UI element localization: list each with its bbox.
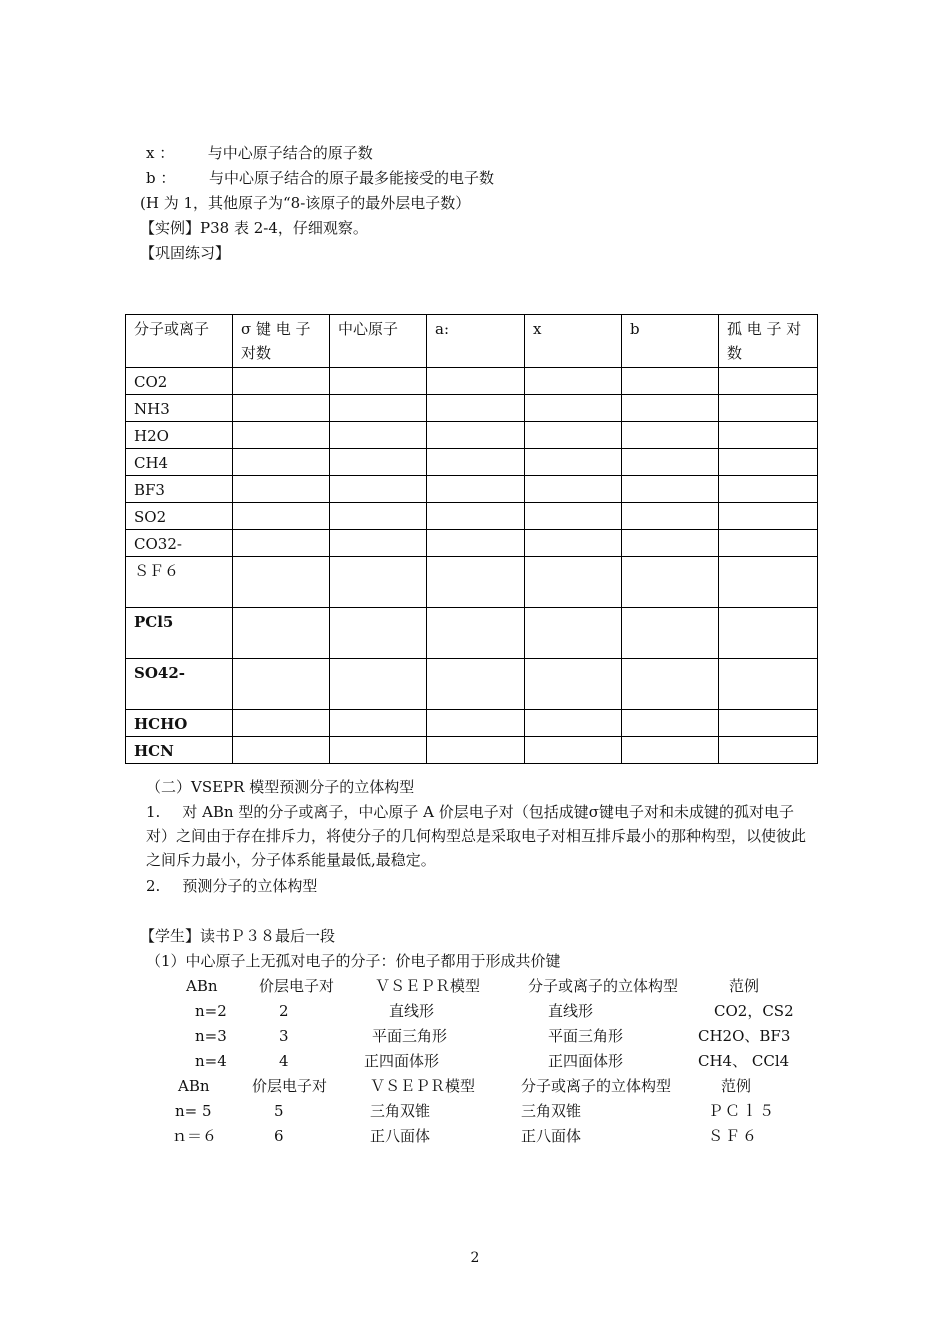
vsepr-cell: n= 5 bbox=[175, 1102, 212, 1120]
empty-cell bbox=[330, 476, 427, 503]
h-note: (H 为 1，其他原子为“8-该原子的最外层电子数） bbox=[140, 194, 471, 212]
paragraph-1-number: 1. bbox=[146, 803, 161, 821]
empty-cell bbox=[427, 449, 525, 476]
empty-cell bbox=[525, 710, 622, 737]
header-cell: a: bbox=[427, 315, 525, 368]
empty-cell bbox=[525, 476, 622, 503]
empty-cell bbox=[233, 395, 330, 422]
empty-cell bbox=[622, 476, 719, 503]
vsepr-header-model: ＶＳＥＰＲ模型 bbox=[375, 977, 481, 995]
paragraph-2-text: 预测分子的立体构型 bbox=[182, 877, 318, 895]
empty-cell bbox=[525, 659, 622, 710]
empty-cell bbox=[622, 503, 719, 530]
molecule-cell: SO42- bbox=[126, 659, 233, 710]
empty-cell bbox=[719, 476, 818, 503]
empty-cell bbox=[525, 503, 622, 530]
empty-cell bbox=[330, 737, 427, 764]
empty-cell bbox=[330, 557, 427, 608]
empty-cell bbox=[525, 449, 622, 476]
vsepr-cell: 正四面体形 bbox=[548, 1052, 624, 1070]
empty-cell bbox=[525, 557, 622, 608]
vsepr-header-abn: ABn bbox=[186, 977, 218, 995]
molecule-cell: HCN bbox=[126, 737, 233, 764]
vsepr-cell: 5 bbox=[274, 1102, 284, 1120]
vsepr-cell: 正八面体 bbox=[521, 1127, 582, 1145]
empty-cell bbox=[330, 449, 427, 476]
practice-table bbox=[125, 314, 818, 764]
empty-cell bbox=[233, 476, 330, 503]
table-row bbox=[126, 368, 818, 395]
empty-cell bbox=[719, 530, 818, 557]
empty-cell bbox=[622, 368, 719, 395]
vsepr-cell: 平面三角形 bbox=[372, 1027, 448, 1045]
empty-cell bbox=[427, 659, 525, 710]
molecule-cell: BF3 bbox=[126, 476, 233, 503]
vsepr-cell: ＰＣｌ５ bbox=[708, 1102, 777, 1120]
empty-cell bbox=[427, 608, 525, 659]
molecule-cell: SO2 bbox=[126, 503, 233, 530]
vsepr-header-shape: 分子或离子的立体构型 bbox=[528, 977, 679, 995]
empty-cell bbox=[427, 395, 525, 422]
molecule-cell: HCHO bbox=[126, 710, 233, 737]
empty-cell bbox=[427, 737, 525, 764]
empty-cell bbox=[622, 659, 719, 710]
empty-cell bbox=[719, 659, 818, 710]
empty-cell bbox=[719, 422, 818, 449]
header-cell: 分子或离子 bbox=[126, 315, 233, 368]
student-note: 【学生】读书Ｐ３８最后一段 bbox=[140, 927, 336, 945]
vsepr-cell: 4 bbox=[279, 1052, 289, 1070]
vsepr-cell: 正八面体 bbox=[370, 1127, 431, 1145]
vsepr-header-example: 范例 bbox=[729, 977, 760, 995]
empty-cell bbox=[719, 449, 818, 476]
empty-cell bbox=[427, 710, 525, 737]
table-row bbox=[126, 737, 818, 764]
empty-cell bbox=[427, 422, 525, 449]
vsepr-cell: n=2 bbox=[195, 1002, 227, 1020]
vsepr-cell: CH2O、BF3 bbox=[698, 1027, 791, 1045]
practice-heading: 【巩固练习】 bbox=[140, 244, 231, 262]
empty-cell bbox=[525, 368, 622, 395]
vsepr-cell: 直线形 bbox=[389, 1002, 435, 1020]
empty-cell bbox=[330, 422, 427, 449]
header-cell: b bbox=[622, 315, 719, 368]
empty-cell bbox=[525, 422, 622, 449]
example-note: 【实例】P38 表 2-4，仔细观察。 bbox=[140, 219, 368, 237]
table-header-row bbox=[126, 315, 818, 368]
vsepr-cell: CH4、 CCl4 bbox=[698, 1052, 790, 1070]
table-row bbox=[126, 422, 818, 449]
empty-cell bbox=[330, 710, 427, 737]
vsepr-cell: n=4 bbox=[195, 1052, 227, 1070]
x-definition bbox=[146, 143, 373, 163]
empty-cell bbox=[330, 395, 427, 422]
empty-cell bbox=[427, 503, 525, 530]
empty-cell bbox=[330, 368, 427, 395]
b-text: 与中心原子结合的原子最多能接受的电子数 bbox=[208, 169, 494, 187]
vsepr-cell: 2 bbox=[279, 1002, 289, 1020]
x-text: 与中心原子结合的原子数 bbox=[207, 144, 373, 162]
empty-cell bbox=[525, 530, 622, 557]
vsepr-cell: 3 bbox=[279, 1027, 289, 1045]
empty-cell bbox=[233, 737, 330, 764]
vsepr-cell: ｎ＝６ bbox=[172, 1127, 218, 1145]
molecule-cell: PCl5 bbox=[126, 608, 233, 659]
empty-cell bbox=[427, 368, 525, 395]
vsepr-header-pairs: 价层电子对 bbox=[252, 1077, 328, 1095]
molecule-cell: ＳＦ６ bbox=[126, 557, 233, 608]
empty-cell bbox=[622, 710, 719, 737]
molecule-cell: CO2 bbox=[126, 368, 233, 395]
paragraph-1 bbox=[146, 800, 814, 872]
molecule-cell: H2O bbox=[126, 422, 233, 449]
empty-cell bbox=[719, 557, 818, 608]
b-label: b ： bbox=[146, 169, 176, 187]
table-row bbox=[126, 608, 818, 659]
empty-cell bbox=[330, 530, 427, 557]
vsepr-cell: ＳＦ６ bbox=[708, 1127, 760, 1145]
empty-cell bbox=[622, 557, 719, 608]
empty-cell bbox=[622, 608, 719, 659]
empty-cell bbox=[233, 557, 330, 608]
vsepr-header-model: ＶＳＥＰＲ模型 bbox=[370, 1077, 476, 1095]
table-row bbox=[126, 530, 818, 557]
vsepr-header-abn: ABn bbox=[178, 1077, 210, 1095]
empty-cell bbox=[233, 422, 330, 449]
paragraph-1-text: 对 ABn 型的分子或离子，中心原子 A 价层电子对（包括成键σ键电子对和未成键的孤对电子对）之间由于存在排斥力，将使分子的几何构型总是采取电子对相互排斥最小的那种构型，以使彼此之间斥力最小，分子体系能量最低,最稳定。 bbox=[146, 803, 807, 869]
empty-cell bbox=[233, 659, 330, 710]
empty-cell bbox=[233, 530, 330, 557]
empty-cell bbox=[525, 737, 622, 764]
vsepr-cell: n=3 bbox=[195, 1027, 227, 1045]
molecule-cell: CH4 bbox=[126, 449, 233, 476]
x-label: x ： bbox=[146, 144, 175, 162]
header-cell: x bbox=[525, 315, 622, 368]
empty-cell bbox=[427, 557, 525, 608]
paragraph-2-number: 2. bbox=[146, 877, 161, 895]
empty-cell bbox=[719, 395, 818, 422]
section-title: （二）VSEPR 模型预测分子的立体构型 bbox=[146, 778, 415, 796]
empty-cell bbox=[622, 737, 719, 764]
empty-cell bbox=[525, 395, 622, 422]
table-row bbox=[126, 503, 818, 530]
page-number: 2 bbox=[470, 1250, 480, 1266]
empty-cell bbox=[330, 608, 427, 659]
empty-cell bbox=[622, 530, 719, 557]
empty-cell bbox=[233, 503, 330, 530]
empty-cell bbox=[427, 530, 525, 557]
table-row bbox=[126, 710, 818, 737]
empty-cell bbox=[622, 422, 719, 449]
empty-cell bbox=[719, 368, 818, 395]
table-row bbox=[126, 659, 818, 710]
empty-cell bbox=[233, 449, 330, 476]
vsepr-header-example: 范例 bbox=[721, 1077, 752, 1095]
molecule-cell: CO32- bbox=[126, 530, 233, 557]
empty-cell bbox=[622, 449, 719, 476]
empty-cell bbox=[330, 659, 427, 710]
empty-cell bbox=[719, 737, 818, 764]
table-row bbox=[126, 449, 818, 476]
empty-cell bbox=[525, 608, 622, 659]
header-cell: 中心原子 bbox=[330, 315, 427, 368]
vsepr-cell: 三角双锥 bbox=[521, 1102, 582, 1120]
empty-cell bbox=[719, 710, 818, 737]
vsepr-cell: 6 bbox=[274, 1127, 284, 1145]
vsepr-cell: 直线形 bbox=[548, 1002, 594, 1020]
empty-cell bbox=[233, 608, 330, 659]
vsepr-cell: 平面三角形 bbox=[548, 1027, 624, 1045]
vsepr-cell: 正四面体形 bbox=[364, 1052, 440, 1070]
vsepr-header-pairs: 价层电子对 bbox=[259, 977, 335, 995]
paragraph-2 bbox=[146, 876, 317, 896]
empty-cell bbox=[622, 395, 719, 422]
vsepr-header-shape: 分子或离子的立体构型 bbox=[521, 1077, 672, 1095]
vsepr-cell: CO2，CS2 bbox=[714, 1002, 794, 1020]
empty-cell bbox=[233, 368, 330, 395]
table-row bbox=[126, 476, 818, 503]
empty-cell bbox=[427, 476, 525, 503]
header-cell: 孤 电 子 对 数 bbox=[719, 315, 818, 368]
b-definition bbox=[146, 168, 494, 188]
vsepr-cell: 三角双锥 bbox=[370, 1102, 431, 1120]
table-row bbox=[126, 557, 818, 608]
empty-cell bbox=[719, 608, 818, 659]
table-row bbox=[126, 395, 818, 422]
empty-cell bbox=[719, 503, 818, 530]
molecule-cell: NH3 bbox=[126, 395, 233, 422]
header-cell: σ 键 电 子对数 bbox=[233, 315, 330, 368]
empty-cell bbox=[233, 710, 330, 737]
case-1-title: （1）中心原子上无孤对电子的分子：价电子都用于形成共价键 bbox=[146, 952, 561, 970]
empty-cell bbox=[330, 503, 427, 530]
